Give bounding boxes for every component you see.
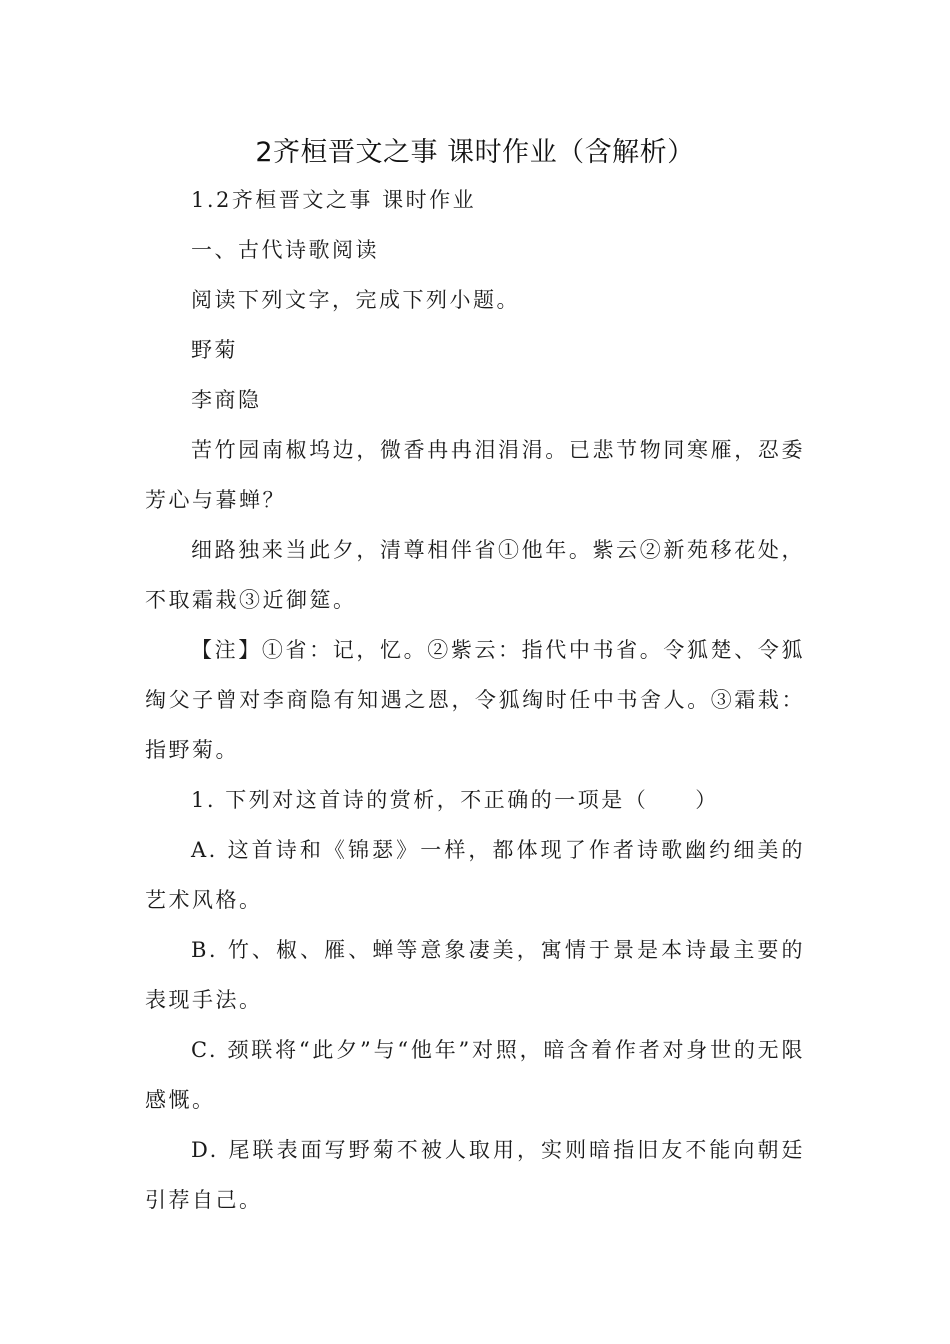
- poem-stanza-1: 苦竹园南椒坞边，微香冉冉泪涓涓。已悲节物同寒雁，忍委芳心与暮蝉？: [145, 438, 805, 512]
- document-body: [145, 175, 805, 1225]
- section-heading: 一、古代诗歌阅读: [191, 238, 379, 262]
- document-title: 2齐桓晋文之事 课时作业（含解析）: [255, 137, 695, 168]
- option-c: C. 颈联将“此夕”与“他年”对照，暗含着作者对身世的无限感慨。: [145, 1038, 805, 1112]
- poem-stanza-2: 细路独来当此夕，清尊相伴省①他年。紫云②新苑移花处，不取霜栽③近御筵。: [145, 538, 805, 612]
- poem-author: 李商隐: [191, 388, 262, 412]
- option-d: D. 尾联表面写野菊不被人取用，实则暗指旧友不能向朝廷引荐自己。: [145, 1138, 805, 1212]
- instruction-text: 阅读下列文字，完成下列小题。: [191, 288, 520, 312]
- option-b: B. 竹、椒、雁、蝉等意象凄美，寓情于景是本诗最主要的表现手法。: [145, 938, 805, 1012]
- poem-notes: 【注】①省：记，忆。②紫云：指代中书省。令狐楚、令狐绹父子曾对李商隐有知遇之恩，令狐绹时任中书舍人。③霜栽：指野菊。: [145, 638, 805, 762]
- poem-title: 野菊: [191, 338, 238, 362]
- question-1: 1. 下列对这首诗的赏析，不正确的一项是（ ）: [191, 788, 719, 812]
- subtitle-line: 1.2齐桓晋文之事 课时作业: [191, 188, 477, 212]
- option-a: A. 这首诗和《锦瑟》一样，都体现了作者诗歌幽约细美的艺术风格。: [145, 838, 805, 912]
